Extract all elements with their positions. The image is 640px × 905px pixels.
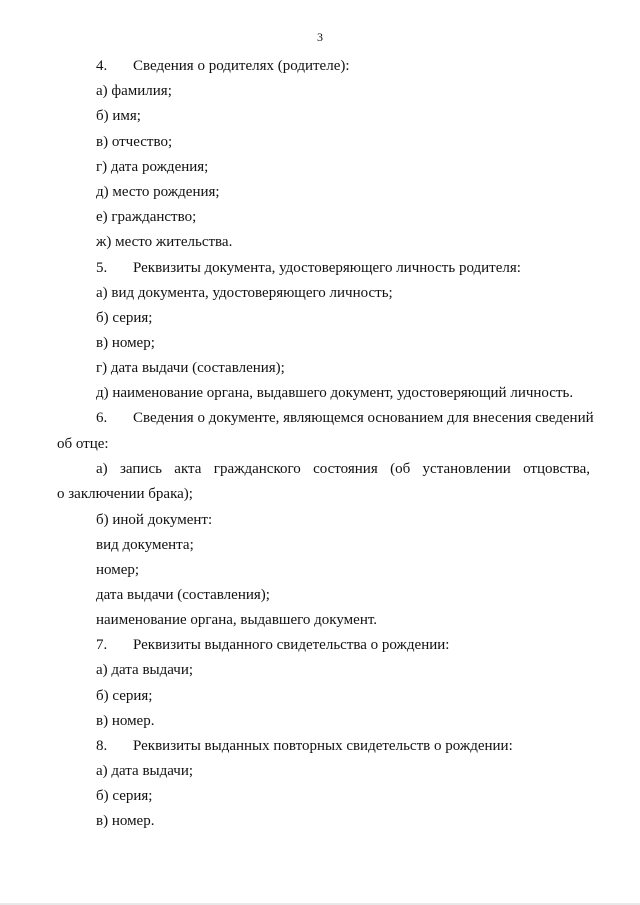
section-5-item-b: б) серия;: [96, 310, 153, 326]
section-4-item-e: е) гражданство;: [96, 209, 197, 225]
section-4-number: 4.: [96, 58, 108, 74]
section-5-item-g: г) дата выдачи (составления);: [96, 360, 285, 376]
section-5-item-d: д) наименование органа, выдавшего документ, удостоверяющий личность.: [96, 385, 574, 401]
section-4-item-a: а) фамилия;: [96, 83, 172, 99]
section-4-title: Сведения о родителях (родителе):: [133, 58, 350, 74]
section-4-item-b: б) имя;: [96, 108, 141, 124]
section-6-item-a-line1: а) запись акта гражданского состояния (об установлении отцовства,: [96, 461, 590, 477]
section-7-title: Реквизиты выданного свидетельства о рождении:: [133, 637, 450, 653]
section-6-doc-number: номер;: [96, 562, 140, 578]
section-6-number: 6.: [96, 410, 108, 426]
section-8-number: 8.: [96, 738, 108, 754]
section-5-item-v: в) номер;: [96, 335, 155, 351]
section-6-title-line2: об отце:: [57, 436, 109, 452]
section-8-item-a: а) дата выдачи;: [96, 763, 194, 779]
section-5-number: 5.: [96, 260, 108, 276]
section-6-doc-date: дата выдачи (составления);: [96, 587, 270, 603]
section-6-doc-authority: наименование органа, выдавшего документ.: [96, 612, 378, 628]
section-5-item-a: а) вид документа, удостоверяющего личность;: [96, 285, 393, 301]
section-6-doc-type: вид документа;: [96, 537, 194, 553]
section-8-title: Реквизиты выданных повторных свидетельств о рождении:: [133, 738, 513, 754]
section-4-item-g: г) дата рождения;: [96, 159, 209, 175]
page-number: 3: [317, 30, 323, 44]
section-7-item-a: а) дата выдачи;: [96, 662, 194, 678]
section-8-item-v: в) номер.: [96, 813, 155, 829]
section-4-item-d: д) место рождения;: [96, 184, 220, 200]
section-6-item-b: б) иной документ:: [96, 512, 213, 528]
section-7-number: 7.: [96, 637, 108, 653]
section-4-item-v: в) отчество;: [96, 134, 173, 150]
section-6-item-a-line2: о заключении брака);: [57, 486, 193, 502]
section-4-item-zh: ж) место жительства.: [96, 234, 233, 250]
section-8-item-b: б) серия;: [96, 788, 153, 804]
section-7-item-v: в) номер.: [96, 713, 155, 729]
section-6-title-line1: Сведения о документе, являющемся основанием для внесения сведений: [133, 410, 594, 426]
section-7-item-b: б) серия;: [96, 688, 153, 704]
section-5-title: Реквизиты документа, удостоверяющего личность родителя:: [133, 260, 521, 276]
